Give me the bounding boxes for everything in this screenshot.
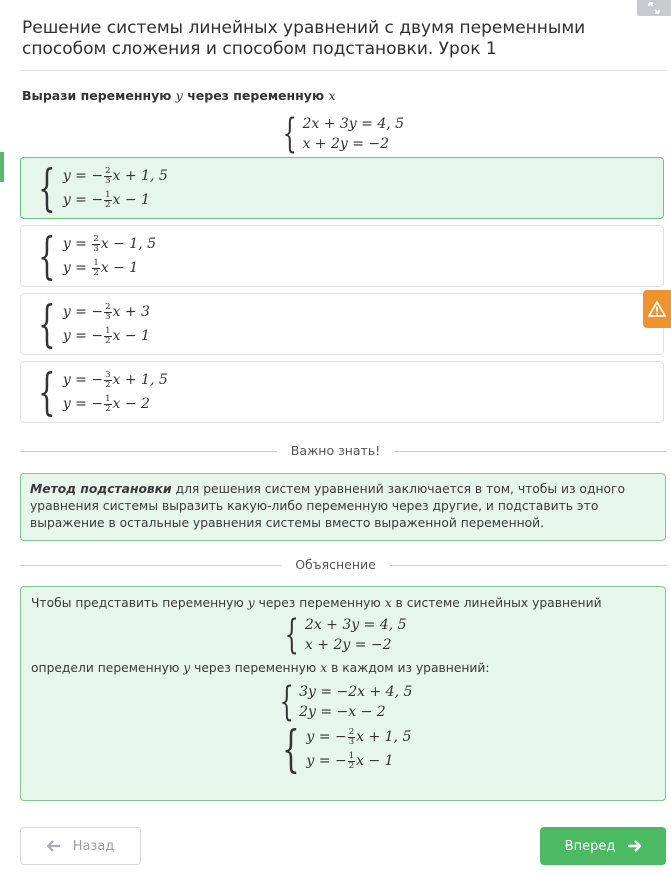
fullscreen-button[interactable] — [637, 0, 671, 16]
brace: { — [282, 111, 297, 157]
option-2-eq-2: y = $\frac{1}{2}$ x − 1 — [62, 257, 139, 278]
explanation-system-3: { y = − $\frac{2}{3}$ x + 1, 5 y = − $\frac{1}{2}$ x − 1 — [281, 720, 412, 778]
arrow-right-icon — [627, 840, 641, 852]
option-2-eq-1: y = $\frac{2}{3}$ x − 1, 5 — [62, 233, 157, 254]
question-var-x: x — [328, 88, 336, 103]
answer-option-1[interactable] — [20, 157, 664, 219]
explanation-box — [20, 586, 666, 801]
important-heading: Важно знать! — [0, 443, 671, 458]
report-problem-button[interactable] — [643, 290, 671, 328]
explanation-system-1: { 2x + 3y = 4, 5 x + 2y = −2 — [285, 612, 407, 658]
important-text: для решения систем уравнений заключается в том, чтобы из одного уравнения системы выразить какую-либо переменную через другие, и подставить это выражение в остальные уравнения системы вместо выраженной переменной. — [30, 482, 626, 530]
question-var-y: y — [175, 88, 183, 103]
explanation-system-2: { 3y = −2x + 4, 5 2y = −x − 2 — [279, 679, 413, 725]
explanation-line-2: определи переменную y через переменную x в каждом из уравнений: — [31, 661, 490, 675]
arrow-left-icon — [47, 840, 61, 852]
progress-accent — [0, 152, 4, 182]
answer-option-2[interactable] — [20, 225, 664, 287]
important-term: Метод подстановки — [30, 482, 172, 496]
back-button[interactable] — [20, 827, 141, 865]
option-4-eq-2: y = − $\frac{1}{2}$ x − 2 — [62, 393, 150, 414]
brace: { — [38, 295, 56, 353]
brace: { — [38, 363, 56, 421]
explanation-heading: Объяснение — [0, 557, 671, 572]
option-3-eq-1: y = − $\frac{2}{3}$ x + 3 — [62, 301, 150, 322]
option-4-eq-1: y = − $\frac{3}{2}$ x + 1, 5 — [62, 369, 168, 390]
brace: { — [38, 159, 56, 217]
important-note — [20, 473, 666, 541]
question-prompt — [22, 88, 336, 103]
back-button-label: Назад — [72, 838, 115, 854]
next-button[interactable] — [540, 827, 666, 865]
given-system — [277, 111, 405, 157]
page-title: Решение системы линейных уравнений с двумя переменными способом сложения и способом подстановки. Урок 1 — [22, 18, 586, 59]
expand-icon — [647, 2, 661, 14]
given-eq-2: x + 2y = −2 — [302, 136, 390, 152]
question-text-middle: через переменную — [187, 88, 325, 103]
brace: { — [38, 227, 56, 285]
warning-icon — [648, 301, 666, 317]
given-eq-1: 2x + 3y = 4, 5 — [302, 116, 405, 132]
header-divider — [20, 70, 667, 71]
option-1-eq-2: y = − $\frac{1}{2}$ x − 1 — [62, 189, 150, 210]
answer-option-4[interactable] — [20, 361, 664, 423]
answer-option-3[interactable] — [20, 293, 664, 355]
explanation-line-1: Чтобы представить переменную y через переменную x в системе линейных уравнений — [31, 596, 602, 610]
option-3-eq-2: y = − $\frac{1}{2}$ x − 1 — [62, 325, 150, 346]
option-1-eq-1: y = − $\frac{2}{3}$ x + 1, 5 — [62, 165, 168, 186]
next-button-label: Вперед — [564, 838, 616, 854]
question-text-before: Вырази переменную — [22, 88, 172, 103]
